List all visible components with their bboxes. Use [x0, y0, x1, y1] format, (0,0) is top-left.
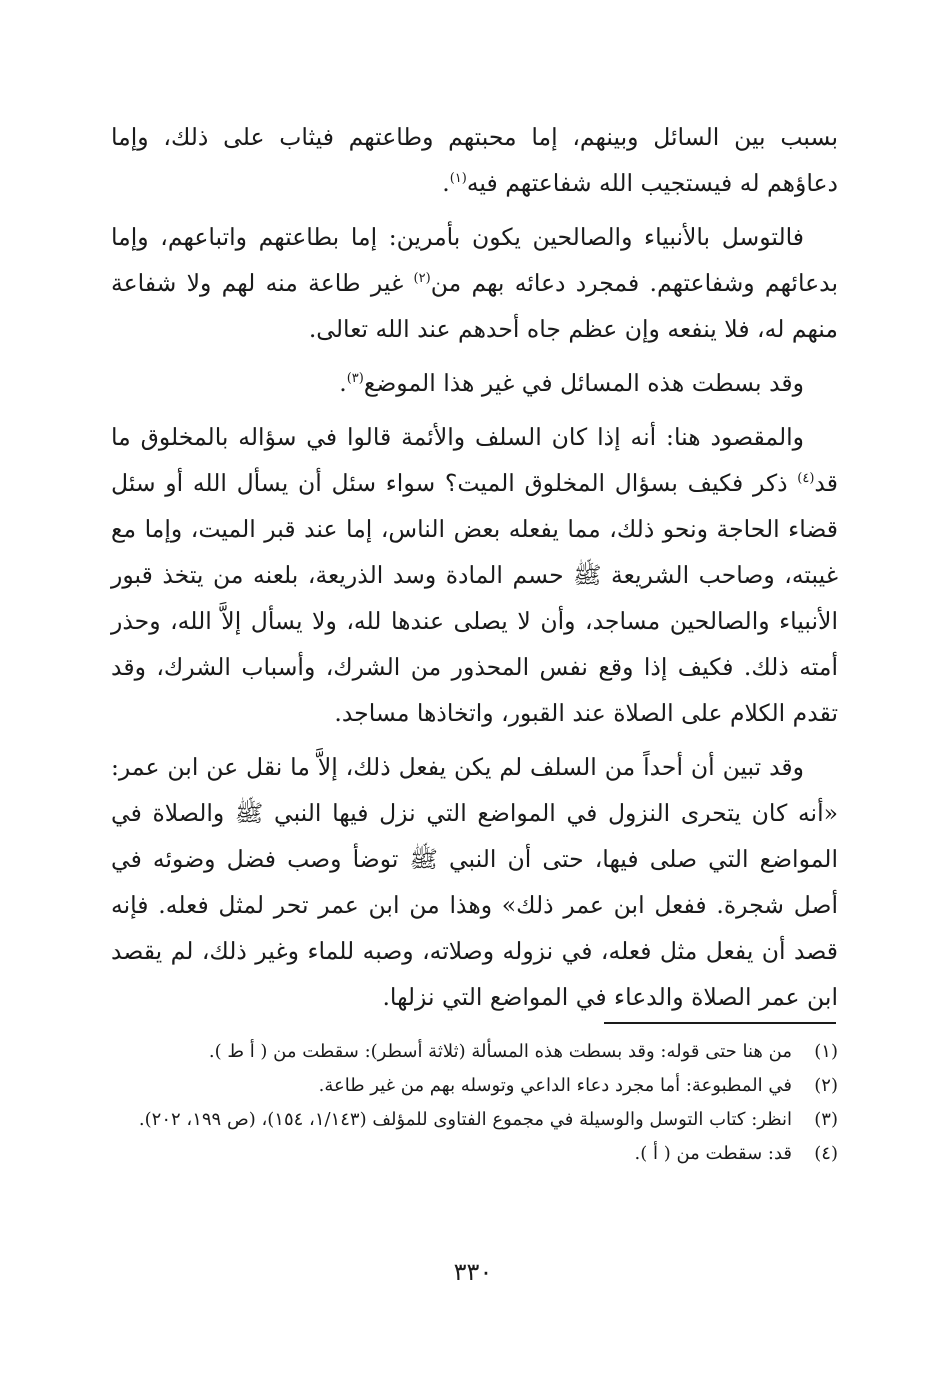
footnote-text: من هنا حتى قوله: وقد بسطت هذه المسألة (ثلاثة أسطر): سقطت من ( أ ط ). [208, 1041, 792, 1062]
footnote-number: (٣) [814, 1109, 838, 1130]
footnote-ref-2[interactable]: (٢) [413, 271, 431, 287]
text-run: وقد تبين أن أحداً من السلف لم يكن يفعل ذلك، إلاَّ ما نقل عن ابن عمر: «أنه كان يتحرى النزول في المواضع التي نزل فيها النبي ﷺ والصلاة في المواضع التي صلى فيها، حتى أن النبي ﷺ توضأ وصب فضل وضوئه في أصل شجرة. ففعل ابن عمر ذلك» وهذا من ابن عمر تحر لمثل فعله. فإنه قصد أن يفعل مثل فعله، في نزوله وصلاته، وصبه للماء وغير ذلك، لم يقصد ابن عمر الصلاة والدعاء في المواضع التي نزلها. [111, 753, 838, 1011]
text-run: . [339, 369, 347, 397]
paragraph-1 [111, 114, 838, 206]
text-run: وقد بسطت هذه المسائل في غير هذا الموضع [363, 369, 804, 397]
footnote-item [106, 1138, 838, 1170]
footnote-text: انظر: كتاب التوسل والوسيلة في مجموع الفتاوى للمؤلف (١/١٤٣، ١٥٤)، (ص ١٩٩، ٢٠٢). [138, 1109, 792, 1130]
text-run: بسبب بين السائل وبينهم، إما محبتهم وطاعتهم فيثاب على ذلك، وإما دعاؤهم له فيستجيب الله شفاعتهم فيه [111, 123, 838, 197]
footnote-ref-4[interactable]: (٤) [797, 471, 815, 487]
footnote-number: (٢) [814, 1075, 838, 1096]
footnote-divider [604, 1022, 836, 1024]
footnote-item [106, 1104, 838, 1136]
footnote-text: في المطبوعة: أما مجرد دعاء الداعي وتوسله بهم من غير طاعة. [318, 1075, 792, 1096]
footnotes [106, 1036, 838, 1172]
text-run: غير طاعة منه لهم ولا شفاعة منهم له، فلا ينفعه وإن عظم جاه أحدهم عند الله تعالى. [111, 269, 838, 343]
text-run: ذكر فكيف بسؤال المخلوق الميت؟ سواء سئل أن يسأل الله أو سئل قضاء الحاجة ونحو ذلك، مما يفعله بعض الناس، إما عند قبر الميت، وإما مع غيبته، وصاحب الشريعة ﷺ حسم المادة وسد الذريعة، بلعنه من يتخذ قبور الأنبياء والصالحين مساجد، وأن لا يصلى عندها لله، ولا يسأل إلاَّ الله، وحذر أمته ذلك. فكيف إذا وقع نفس المحذور من الشرك، وأسباب الشرك، وقد تقدم الكلام على الصلاة عند القبور، واتخاذها مساجد. [111, 469, 838, 727]
footnote-ref-1[interactable]: (١) [449, 171, 467, 187]
footnote-ref-3[interactable]: (٣) [346, 371, 364, 387]
main-text [111, 114, 838, 1028]
text-run: فالتوسل بالأنبياء والصالحين يكون بأمرين: إما بطاعتهم واتباعهم، وإما بدعائهم وشفاعتهم. فمجرد دعائه بهم من [111, 223, 839, 297]
text-run: . [442, 169, 450, 197]
footnote-item [106, 1036, 838, 1068]
text-run: والمقصود هنا: أنه إذا كان السلف والأئمة قالوا في سؤاله بالمخلوق ما قد [111, 423, 838, 497]
paragraph-3 [111, 360, 838, 406]
footnote-text: قد: سقطت من ( أ ). [634, 1143, 792, 1164]
footnote-number: (٤) [814, 1143, 838, 1164]
paragraph-4 [111, 414, 838, 736]
paragraph-5 [111, 744, 838, 1020]
paragraph-2 [111, 214, 838, 352]
footnote-number: (١) [814, 1041, 838, 1062]
page-number: ٣٣٠ [453, 1258, 493, 1286]
footnote-item [106, 1070, 838, 1102]
